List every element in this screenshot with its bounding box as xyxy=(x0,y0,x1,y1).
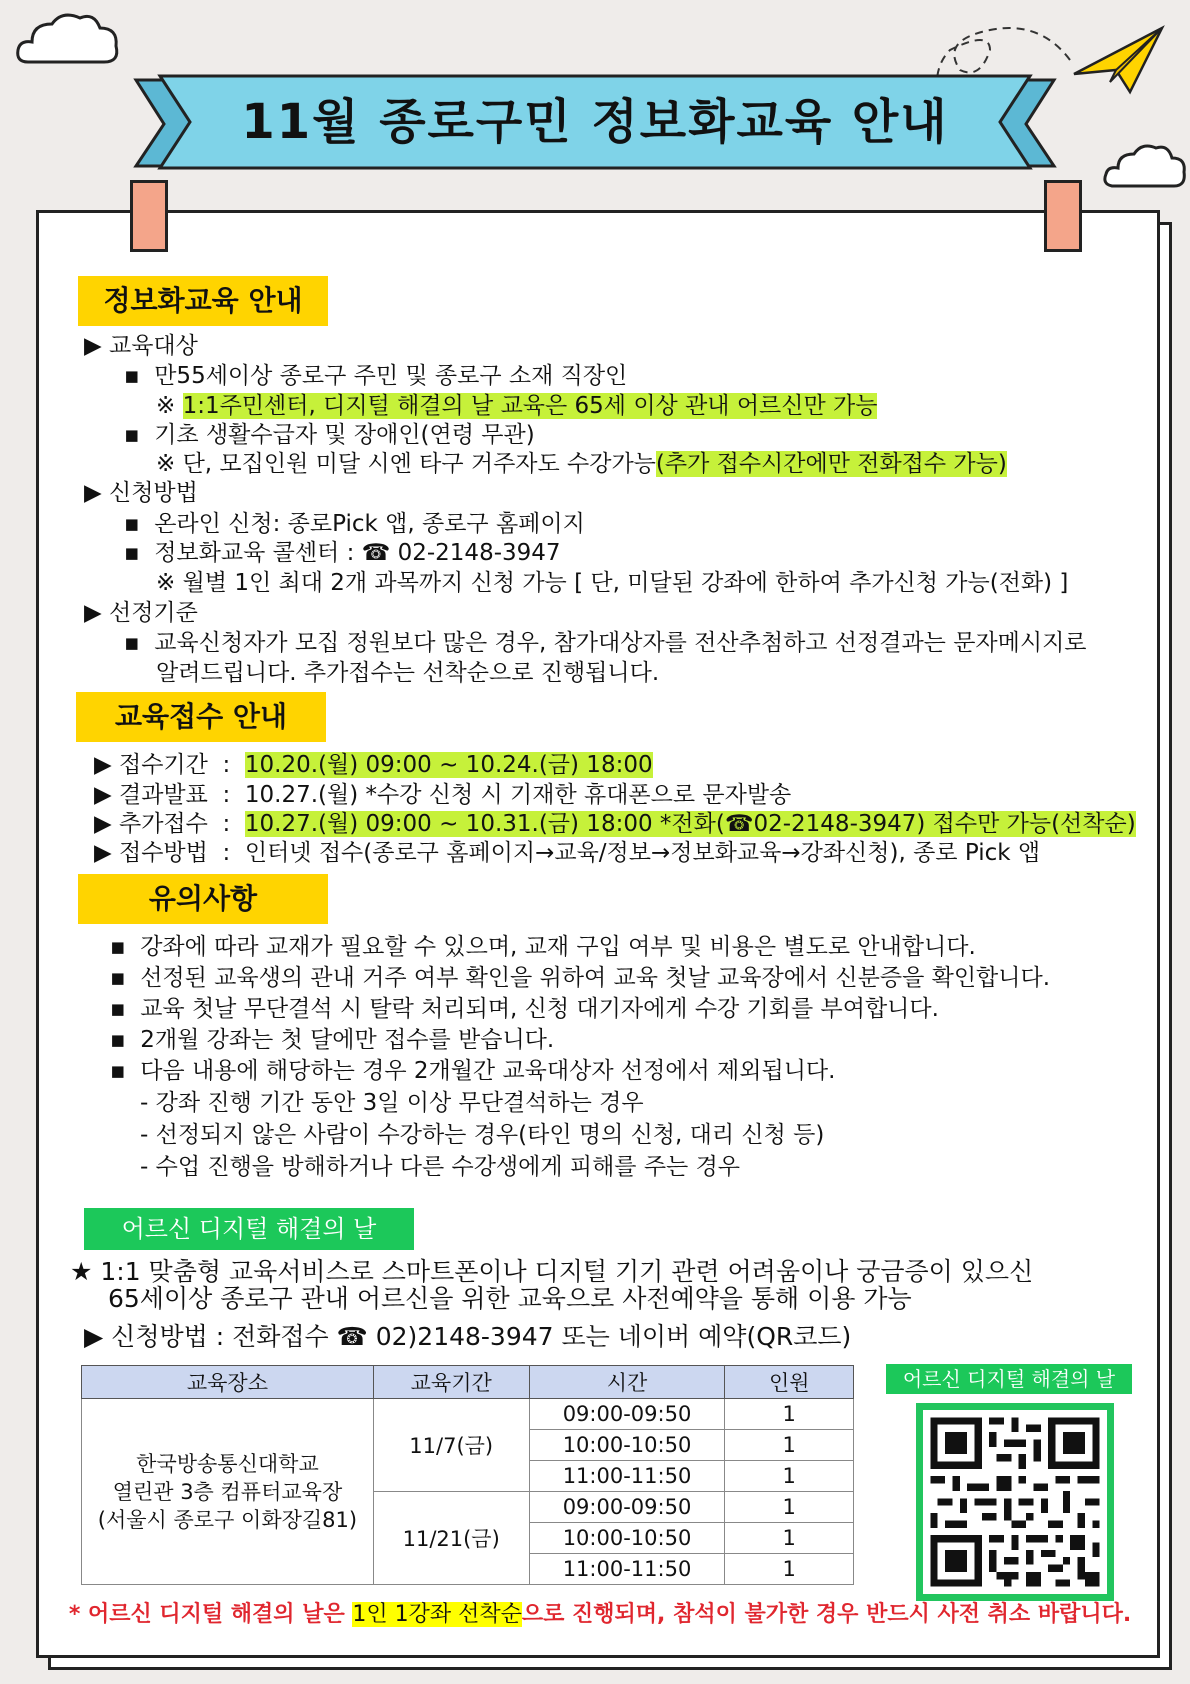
time-cell: 10:00-10:50 xyxy=(529,1430,725,1461)
place-cell xyxy=(82,1399,374,1585)
notice-item: ▪ 강좌에 따라 교재가 필요할 수 있으며, 교재 구입 여부 및 비용은 별도로 안내합니다. xyxy=(110,934,976,960)
section-heading-registration: 교육접수 안내 xyxy=(76,692,326,742)
apply-note: ※ 월별 1인 최대 2개 과목까지 신청 가능 [ 단, 미달된 강좌에 한하여 추가신청 가능(전화) ] xyxy=(156,570,1069,596)
digital-day-desc-2: 65세이상 종로구 관내 어르신을 위한 교육으로 사전예약을 통해 이용 가능 xyxy=(108,1284,912,1313)
select-item-line-1: ▪ 교육신청자가 모집 정원보다 많은 경우, 참가대상자를 전산추첨하고 선정결과는 문자메시지로 xyxy=(124,630,1087,656)
time-cell: 11:00-11:50 xyxy=(529,1461,725,1492)
notice-item: ▪ 다음 내용에 해당하는 경우 2개월간 교육대상자 선정에서 제외됩니다. xyxy=(110,1058,836,1084)
registration-row: ▶ 추가접수 : 10.27.(월) 09:00 ~ 10.31.(금) 18:00 *전화(☎02-2148-3947) 접수만 가능(선착순) xyxy=(94,811,1136,837)
notice-subitem: - 수업 진행을 방해하거나 다른 수강생에게 피해를 주는 경우 xyxy=(140,1154,741,1180)
card-tab-left xyxy=(130,180,168,252)
date-cell: 11/21(금) xyxy=(373,1492,529,1585)
time-cell: 11:00-11:50 xyxy=(529,1554,725,1585)
select-label: ▶ 선정기준 xyxy=(84,600,198,626)
target-note-2: ※ 단, 모집인원 미달 시엔 타구 거주자도 수강가능(추가 접수시간에만 전화접수 가능) xyxy=(156,451,1007,477)
count-cell: 1 xyxy=(725,1554,854,1585)
notice-item: ▪ 교육 첫날 무단결석 시 탈락 처리되며, 신청 대기자에게 수강 기회를 부여합니다. xyxy=(110,996,939,1022)
place-line-2: 열린관 3층 컴퓨터교육장 xyxy=(112,1479,343,1504)
count-cell: 1 xyxy=(725,1399,854,1430)
col-header-time: 시간 xyxy=(529,1366,725,1399)
apply-label: ▶ 신청방법 xyxy=(84,480,198,506)
time-cell: 10:00-10:50 xyxy=(529,1523,725,1554)
registration-row: ▶ 접수방법 : 인터넷 접수(종로구 홈페이지→교육/정보→정보화교육→강좌신청), 종로 Pick 앱 xyxy=(94,840,1041,866)
target-item-1: ▪ 만55세이상 종로구 주민 및 종로구 소재 직장인 xyxy=(124,363,628,389)
place-line-1: 한국방송통신대학교 xyxy=(136,1451,319,1476)
apply-item-2: ▪ 정보화교육 콜센터 : ☎ 02-2148-3947 xyxy=(124,540,561,566)
date-cell: 11/7(금) xyxy=(373,1399,529,1492)
time-cell: 09:00-09:50 xyxy=(529,1492,725,1523)
qr-code-icon xyxy=(923,1410,1107,1594)
time-cell: 09:00-09:50 xyxy=(529,1399,725,1430)
card-tab-right xyxy=(1044,180,1082,252)
section-heading-info: 정보화교육 안내 xyxy=(78,276,328,326)
apply-item-1: ▪ 온라인 신청: 종로Pick 앱, 종로구 홈페이지 xyxy=(124,511,585,537)
place-line-3: (서울시 종로구 이화장길81) xyxy=(97,1507,358,1532)
col-header-place: 교육장소 xyxy=(82,1366,374,1399)
select-item-line-2: 알려드립니다. 추가접수는 선착순으로 진행됩니다. xyxy=(156,660,660,686)
section-heading-notice: 유의사항 xyxy=(78,874,328,924)
registration-row: ▶ 결과발표 : 10.27.(월) *수강 신청 시 기재한 휴대폰으로 문자발송 xyxy=(94,782,792,808)
qr-code-frame[interactable] xyxy=(916,1403,1114,1601)
notice-item: ▪ 선정된 교육생의 관내 거주 여부 확인을 위하여 교육 첫날 교육장에서 신분증을 확인합니다. xyxy=(110,965,1051,991)
notice-subitem: - 선정되지 않은 사람이 수강하는 경우(타인 명의 신청, 대리 신청 등) xyxy=(140,1122,825,1148)
qr-label: 어르신 디지털 해결의 날 xyxy=(886,1364,1132,1394)
registration-row: ▶ 접수기간 : 10.20.(월) 09:00 ~ 10.24.(금) 18:00 xyxy=(94,752,653,778)
notice-subitem: - 강좌 진행 기간 동안 3일 이상 무단결석하는 경우 xyxy=(140,1090,644,1116)
target-note-1: ※ 1:1주민센터, 디지털 해결의 날 교육은 65세 이상 관내 어르신만 가능 xyxy=(156,393,878,419)
notice-item: ▪ 2개월 강좌는 첫 달에만 접수를 받습니다. xyxy=(110,1027,555,1053)
page-title: 11월 종로구민 정보화교육 안내 xyxy=(241,94,949,150)
target-item-2: ▪ 기초 생활수급자 및 장애인(연령 무관) xyxy=(124,422,535,448)
count-cell: 1 xyxy=(725,1492,854,1523)
col-header-date: 교육기간 xyxy=(373,1366,529,1399)
count-cell: 1 xyxy=(725,1430,854,1461)
count-cell: 1 xyxy=(725,1523,854,1554)
target-label: ▶ 교육대상 xyxy=(84,333,198,359)
footer-note: * 어르신 디지털 해결의 날은 1인 1강좌 선착순으로 진행되며, 참석이 불가한 경우 반드시 사전 취소 바랍니다. xyxy=(68,1602,1132,1627)
col-header-count: 인원 xyxy=(725,1366,854,1399)
section-heading-digital-day: 어르신 디지털 해결의 날 xyxy=(84,1208,414,1250)
count-cell: 1 xyxy=(725,1461,854,1492)
table-row xyxy=(82,1399,854,1430)
digital-day-desc-1: ★ 1:1 맞춤형 교육서비스로 스마트폰이나 디지털 기기 관련 어려움이나 궁금증이 있으신 xyxy=(70,1257,1034,1286)
schedule-table xyxy=(81,1365,854,1585)
digital-day-apply: ▶ 신청방법 : 전화접수 ☎ 02)2148-3947 또는 네이버 예약(QR코드) xyxy=(84,1322,852,1351)
